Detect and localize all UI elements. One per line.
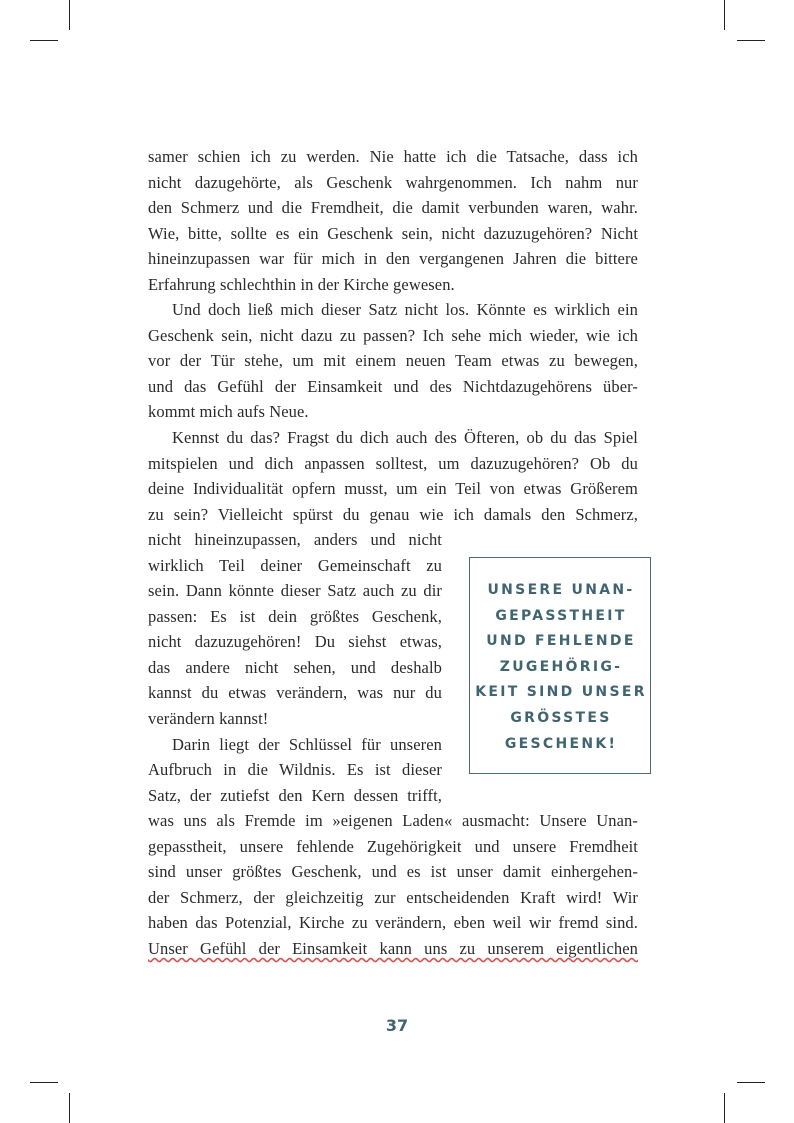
- body-line: verändern kannst!: [148, 709, 269, 728]
- body-line: Erfahrung schlechthin in der Kirche gewesen.: [148, 275, 455, 294]
- crop-mark-top-left-horizontal: [30, 40, 58, 41]
- body-line: Geschenk sein, nicht dazu zu passen? Ich sehe mich wieder, wie ich: [148, 326, 638, 345]
- body-line: der Schmerz, der gleichzeitig zur entscheidenden Kraft wird! Wir: [148, 888, 638, 907]
- body-line: Unser Gefühl der Einsamkeit kann uns zu unserem eigentlichen: [148, 939, 638, 958]
- crop-mark-top-right-vertical: [724, 0, 725, 30]
- body-line: nicht dazugehörte, als Geschenk wahrgenommen. Ich nahm nur: [148, 173, 638, 192]
- body-line: nicht dazuzugehören! Du siehst etwas,: [148, 632, 442, 651]
- body-line: Und doch ließ mich dieser Satz nicht los. Könnte es wirklich ein: [172, 300, 638, 319]
- body-line: kommt mich aufs Neue.: [148, 402, 309, 421]
- body-line: hineinzupassen war für mich in den vergangenen Jahren die bittere: [148, 249, 638, 268]
- crop-mark-bottom-right-horizontal: [737, 1082, 765, 1083]
- body-line: passen: Es ist dein größtes Geschenk,: [148, 607, 442, 626]
- pull-quote-line: GRÖSSTES: [510, 710, 612, 726]
- body-line: haben das Potenzial, Kirche zu verändern, eben weil wir fremd sind.: [148, 913, 638, 932]
- pull-quote-line: GESCHENK!: [504, 736, 618, 752]
- body-line: was uns als Fremde im »eigenen Laden« ausmacht: Unsere Unan-: [148, 811, 638, 830]
- pull-quote-box: [469, 557, 651, 774]
- pull-quote-line: GEPASSTHEIT: [495, 608, 627, 624]
- body-line: Wie, bitte, sollte es ein Geschenk sein, nicht dazuzugehören? Nicht: [148, 224, 638, 243]
- body-line: nicht hineinzupassen, anders und nicht: [148, 530, 442, 549]
- crop-mark-bottom-left-vertical: [69, 1093, 70, 1123]
- body-line: deine Individualität opfern musst, um ein Teil von etwas Größerem: [148, 479, 638, 498]
- pull-quote-line: KEIT SIND UNSER: [475, 684, 647, 700]
- crop-mark-bottom-right-vertical: [724, 1093, 725, 1123]
- body-line: Satz, der zutiefst den Kern dessen trifft,: [148, 786, 442, 805]
- body-line: wirklich Teil deiner Gemeinschaft zu: [148, 556, 442, 575]
- body-line: sind unser größtes Geschenk, und es ist unser damit einhergehen-: [148, 862, 638, 881]
- page-number: 37: [385, 1016, 409, 1035]
- body-line: das andere nicht sehen, und deshalb: [148, 658, 442, 677]
- body-line: Aufbruch in die Wildnis. Es ist dieser: [148, 760, 442, 779]
- body-line: zu sein? Vielleicht spürst du genau wie ich damals den Schmerz,: [148, 505, 638, 524]
- pull-quote-line: ZUGEHÖRIG-: [499, 659, 623, 675]
- body-line: Darin liegt der Schlüssel für unseren: [172, 735, 442, 754]
- body-line: kannst du etwas verändern, was nur du: [148, 683, 442, 702]
- body-line: mitspielen und dich anpassen solltest, um dazuzugehören? Ob du: [148, 454, 638, 473]
- body-line: den Schmerz und die Fremdheit, die damit verbunden waren, wahr.: [148, 198, 638, 217]
- body-line: sein. Dann könnte dieser Satz auch zu dir: [148, 581, 442, 600]
- body-line: und das Gefühl der Einsamkeit und des Nichtdazugehörens über-: [148, 377, 638, 396]
- body-line: samer schien ich zu werden. Nie hatte ich die Tatsache, dass ich: [148, 147, 638, 166]
- body-line: Kennst du das? Fragst du dich auch des Öfteren, ob du das Spiel: [172, 428, 638, 447]
- pull-quote-line: UNSERE UNAN-: [487, 582, 635, 598]
- pull-quote-line: UND FEHLENDE: [486, 633, 636, 649]
- crop-mark-top-right-horizontal: [737, 40, 765, 41]
- body-line: vor der Tür stehe, um mit einem neuen Team etwas zu bewegen,: [148, 351, 638, 370]
- crop-mark-bottom-left-horizontal: [30, 1082, 58, 1083]
- body-line: gepasstheit, unsere fehlende Zugehörigkeit und unsere Fremdheit: [148, 837, 638, 856]
- crop-mark-top-left-vertical: [69, 0, 70, 30]
